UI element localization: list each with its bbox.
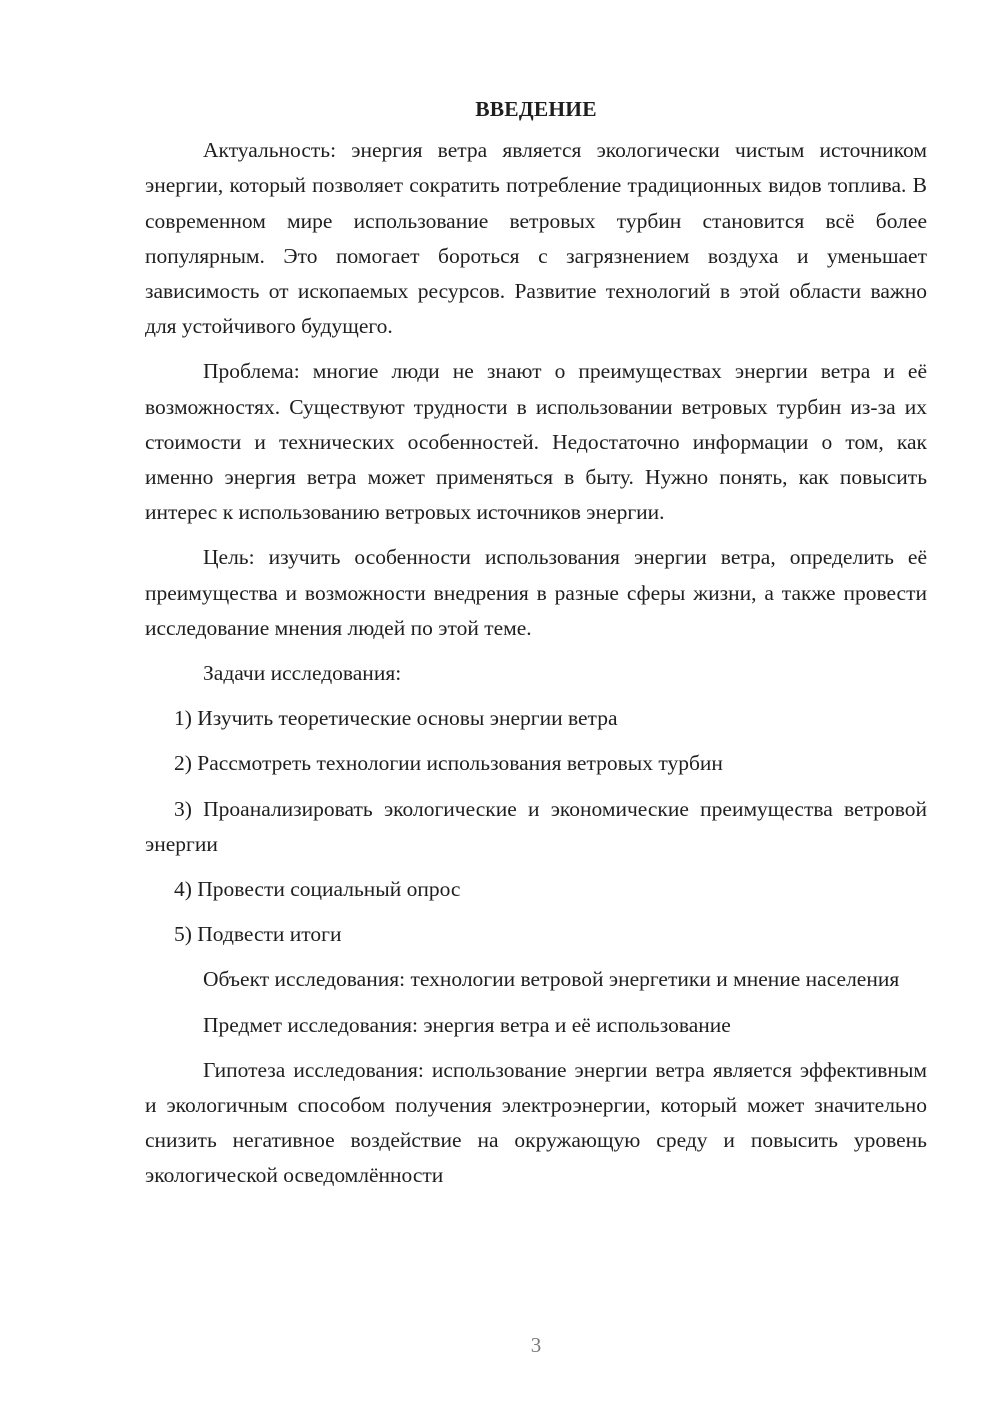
paragraph-hypothesis: Гипотеза исследования: использование энергии ветра является эффективным и экологичным способом получения электроэнергии, который может значительно снизить негативное воздействие на окружающую среду и повысить уровень экологической осведомлённости <box>145 1057 927 1188</box>
tasks-heading: Задачи исследования: <box>203 661 402 686</box>
paragraph-relevance: Актуальность: энергия ветра является экологически чистым источником энергии, который позволяет сократить потребление традиционных видов топлива. В современном мире использование ветровых турбин становится всё более популярным. Это помогает бороться с загрязнением воздуха и уменьшает зависимость от ископаемых ресурсов. Развитие технологий в этой области важно для устойчивого будущего. <box>145 138 927 339</box>
page-number: 3 <box>530 1333 542 1357</box>
paragraph-subject: Предмет исследования: энергия ветра и её использование <box>203 1012 731 1037</box>
page-title: ВВЕДЕНИЕ <box>475 97 597 121</box>
document-page <box>145 92 927 1204</box>
paragraph-goal: Цель: изучить особенности использования энергии ветра, определить её преимущества и возможности внедрения в разные сферы жизни, а также провести исследование мнения людей по этой теме. <box>145 545 927 640</box>
task-item-4: 4) Провести социальный опрос <box>174 877 461 902</box>
task-item-1: 1) Изучить теоретические основы энергии ветра <box>174 706 618 731</box>
paragraph-object: Объект исследования: технологии ветровой энергетики и мнение населения <box>203 967 900 992</box>
paragraph-problem: Проблема: многие люди не знают о преимуществах энергии ветра и её возможностях. Существуют трудности в использовании ветровых турбин из-за их стоимости и технических особенностей. Недостаточно информации о том, как именно энергия ветра может применяться в быту. Нужно понять, как повысить интерес к использованию ветровых источников энергии. <box>145 359 927 525</box>
task-item-2: 2) Рассмотреть технологии использования ветровых турбин <box>174 751 723 776</box>
task-item-5: 5) Подвести итоги <box>174 922 342 947</box>
task-item-3: 3) Проанализировать экологические и экономические преимущества ветровой энергии <box>145 796 927 856</box>
